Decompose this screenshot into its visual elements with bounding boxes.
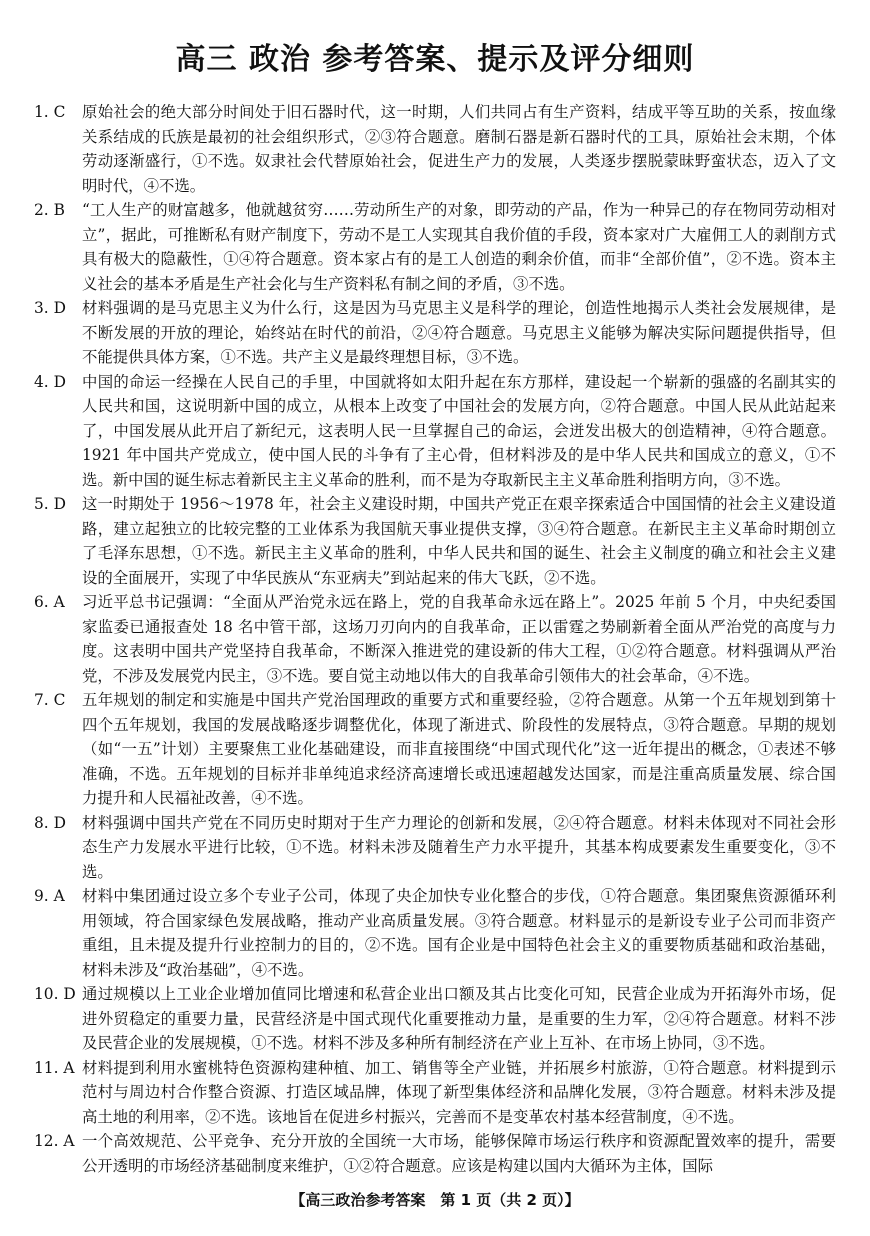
answer-explanation: 这一时期处于 1956～1978 年，社会主义建设时期，中国共产党正在艰辛探索适合中国国情的社会主义建设道路，建立起独立的比较完整的工业体系为我国航天事业提供支撑，③④符合题意。在新民主主义革命时期创立了毛泽东思想，①不选。新民主主义革命的胜利，中华人民共和国的诞生、社会主义制度的确立和社会主义建设的全面展开，实现了中华民族从“东亚病夫”到站起来的伟大飞跃，②不选。: [82, 495, 836, 587]
answer-number: 7. C: [34, 691, 66, 709]
answer-number: 1. C: [34, 103, 66, 121]
answer-number: 8. D: [34, 813, 66, 832]
page-footer: 【高三政治参考答案 第 1 页（共 2 页）】: [290, 1191, 580, 1209]
answer-item: [34, 1129, 836, 1178]
answer-item: [34, 982, 836, 1056]
answer-number: 6. A: [34, 593, 65, 611]
answer-explanation: 通过规模以上工业企业增加值同比增速和私营企业出口额及其占比变化可知，民营企业成为开拓海外市场，促进外贸稳定的重要力量，民营经济是中国式现代化重要推动力量，是重要的生力军，②④符合题意。材料不涉及民营企业的发展规模，①不选。材料不涉及多种所有制经济在产业上互补、在市场上协同，③不选。: [82, 985, 836, 1052]
answer-number: 12. A: [34, 1132, 75, 1150]
answer-item: [34, 884, 836, 982]
answer-explanation: 一个高效规范、公平竞争、充分开放的全国统一大市场，能够保障市场运行秩序和资源配置效率的提升，需要公开透明的市场经济基础制度来维护，①②符合题意。应该是构建以国内大循环为主体，国际: [82, 1132, 836, 1175]
answer-number: 2. B: [34, 201, 65, 219]
answer-explanation: “工人生产的财富越多，他就越贫穷……劳动所生产的对象，即劳动的产品，作为一种异己的存在物同劳动相对立”，据此，可推断私有财产制度下，劳动不是工人实现其自我价值的手段，资本家对广大雇佣工人的剥削方式具有极大的隐蔽性，①④符合题意。资本家占有的是工人创造的剩余价值，而非“全部价值”，②不选。资本主义社会的基本矛盾是生产社会化与生产资料私有制之间的矛盾，③不选。: [82, 201, 836, 293]
page-title: 高三 政治 参考答案、提示及评分细则: [175, 42, 695, 77]
answer-item: [34, 100, 836, 198]
answer-explanation: 材料强调中国共产党在不同历史时期对于生产力理论的创新和发展，②④符合题意。材料未体现对不同社会形态生产力发展水平进行比较，①不选。材料未涉及随着生产力水平提升，其基本构成要素发生重要变化，③不选。: [82, 813, 836, 881]
answer-number: 5. D: [34, 495, 66, 513]
answer-item: [34, 590, 836, 688]
answer-number: 3. D: [34, 299, 66, 317]
answer-number: 10. D: [34, 985, 76, 1003]
answer-list: [34, 100, 836, 1178]
answer-number: 9. A: [34, 887, 65, 905]
answer-number: 11. A: [34, 1058, 75, 1077]
answer-explanation: 中国的命运一经操在人民自己的手里，中国就将如太阳升起在东方那样，建设起一个崭新的强盛的名副其实的人民共和国，这说明新中国的成立，从根本上改变了中国社会的发展方向，②符合题意。中国人民从此站起来了，中国发展从此开启了新纪元，这表明人民一旦掌握自己的命运，会迸发出极大的创造精神，④符合题意。1921 年中国共产党成立，使中国人民的斗争有了主心骨，但材料涉及的是中华人民共和国成立的意义，①不选。新中国的诞生标志着新民主主义革命的胜利，而不是为夺取新民主主义革命胜利指明方向，③不选。: [82, 372, 836, 489]
answer-explanation: 原始社会的绝大部分时间处于旧石器时代，这一时期，人们共同占有生产资料，结成平等互助的关系，按血缘关系结成的氏族是最初的社会组织形式，②③符合题意。磨制石器是新石器时代的工具，原始社会末期，个体劳动逐渐盛行，①不选。奴隶社会代替原始社会，促进生产力的发展，人类逐步摆脱蒙昧野蛮状态，迈入了文明时代，④不选。: [82, 103, 836, 195]
answer-item: [34, 811, 836, 885]
answer-item: [34, 370, 836, 493]
answer-explanation: 材料中集团通过设立多个专业子公司，体现了央企加快专业化整合的步伐，①符合题意。集团聚焦资源循环利用领域，符合国家绿色发展战略，推动产业高质量发展。③符合题意。材料显示的是新设专业子公司而非资产重组，且未提及提升行业控制力的目的，②不选。国有企业是中国特色社会主义的重要物质基础和政治基础，材料未涉及“政治基础”，④不选。: [82, 887, 836, 979]
answer-number: 4. D: [34, 372, 66, 391]
answer-item: [34, 492, 836, 590]
answer-item: [34, 296, 836, 370]
answer-item: [34, 198, 836, 296]
answer-explanation: 五年规划的制定和实施是中国共产党治国理政的重要方式和重要经验，②符合题意。从第一个五年规划到第十四个五年规划，我国的发展战略逐步调整优化，体现了渐进式、阶段性的发展特点，③符合题意。早期的规划（如“一五”计划）主要聚焦工业化基础建设，而非直接围绕“中国式现代化”这一近年提出的概念，①表述不够准确，不选。五年规划的目标并非单纯追求经济高速增长或迅速超越发达国家，而是注重高质量发展、综合国力提升和人民福祉改善，④不选。: [82, 691, 836, 807]
answer-explanation: 材料强调的是马克思主义为什么行，这是因为马克思主义是科学的理论，创造性地揭示人类社会发展规律，是不断发展的开放的理论，始终站在时代的前沿，②④符合题意。马克思主义能够为解决实际问题提供指导，但不能提供具体方案，①不选。共产主义是最终理想目标，③不选。: [82, 299, 836, 366]
answer-explanation: 材料提到利用水蜜桃特色资源构建种植、加工、销售等全产业链，并拓展乡村旅游，①符合题意。材料提到示范村与周边村合作整合资源、打造区域品牌，体现了新型集体经济和品牌化发展，③符合题意。材料未涉及提高土地的利用率，②不选。该地旨在促进乡村振兴，完善而不是变革农村基本经营制度，④不选。: [82, 1058, 836, 1126]
answer-item: [34, 1056, 836, 1130]
answer-explanation: 习近平总书记强调：“全面从严治党永远在路上，党的自我革命永远在路上”。2025 年前 5 个月，中央纪委国家监委已通报查处 18 名中管干部，这场刀刃向内的自我革命，正以雷霆之势刷新着全面从严治党的高度与力度。这表明中国共产党坚持自我革命，不断深入推进党的建设新的伟大工程，①②符合题意。材料强调从严治党，不涉及发展党内民主，③不选。要自觉主动地以伟大的自我革命引领伟大的社会革命，④不选。: [82, 593, 836, 685]
answer-item: [34, 688, 836, 811]
